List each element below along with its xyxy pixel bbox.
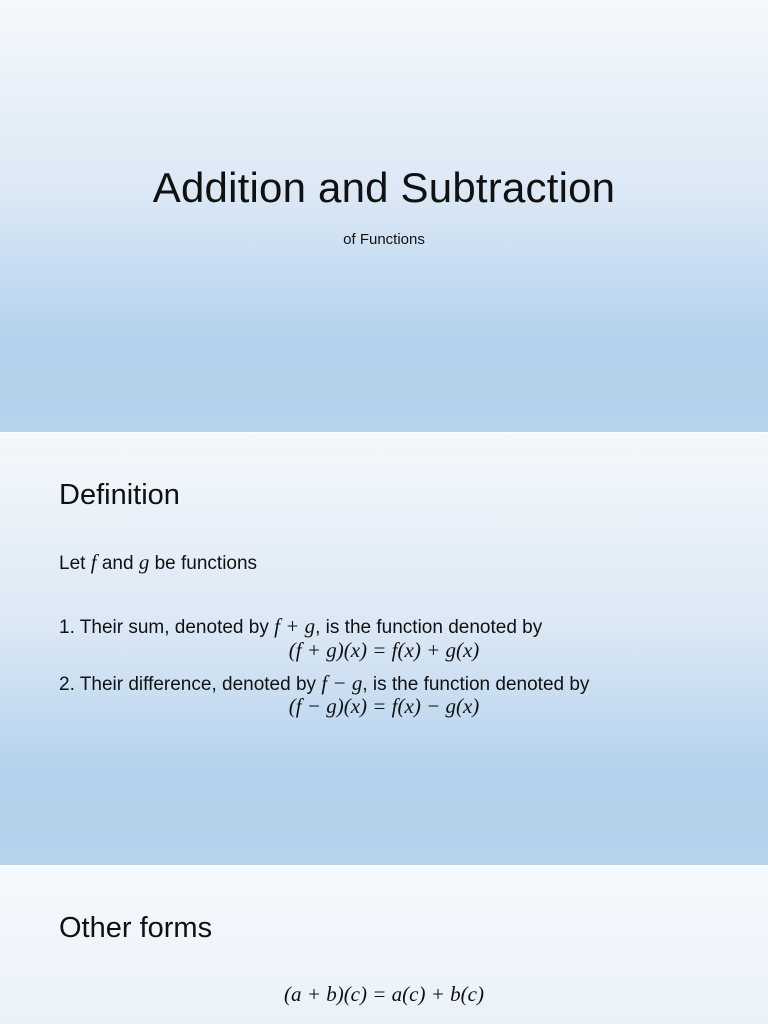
slide-heading: Definition [59, 479, 180, 511]
let-statement [59, 550, 257, 575]
item-sum-prefix: 1. Their sum, denoted by [59, 617, 275, 638]
difference-formula: (f − g)(x) = f(x) − g(x) [288, 694, 480, 718]
general-formula: (a + b)(c) = a(c) + b(c) [284, 982, 484, 1006]
slide-heading: Other forms [59, 912, 213, 944]
other-forms-slide [0, 866, 768, 1024]
sum-expression: f + g [274, 614, 316, 638]
let-prefix: Let [59, 553, 91, 574]
definition-item-difference [59, 671, 589, 696]
item-sum-suffix: , is the function denoted by [315, 617, 543, 638]
item-difference-suffix: , is the function denoted by [362, 674, 590, 695]
sum-formula: (f + g)(x) = f(x) + g(x) [288, 638, 480, 662]
item-difference-prefix: 2. Their difference, denoted by [59, 674, 322, 695]
title-slide [0, 0, 768, 432]
let-suffix: be functions [149, 553, 258, 574]
variable-g: g [138, 550, 150, 574]
let-and: and [96, 553, 139, 574]
difference-expression: f − g [321, 671, 363, 695]
definition-slide [0, 433, 768, 865]
slide-title: Addition and Subtraction [152, 164, 616, 211]
definition-item-sum [59, 614, 542, 639]
variable-f: f [90, 550, 97, 574]
slide-subtitle: of Functions [343, 231, 425, 248]
